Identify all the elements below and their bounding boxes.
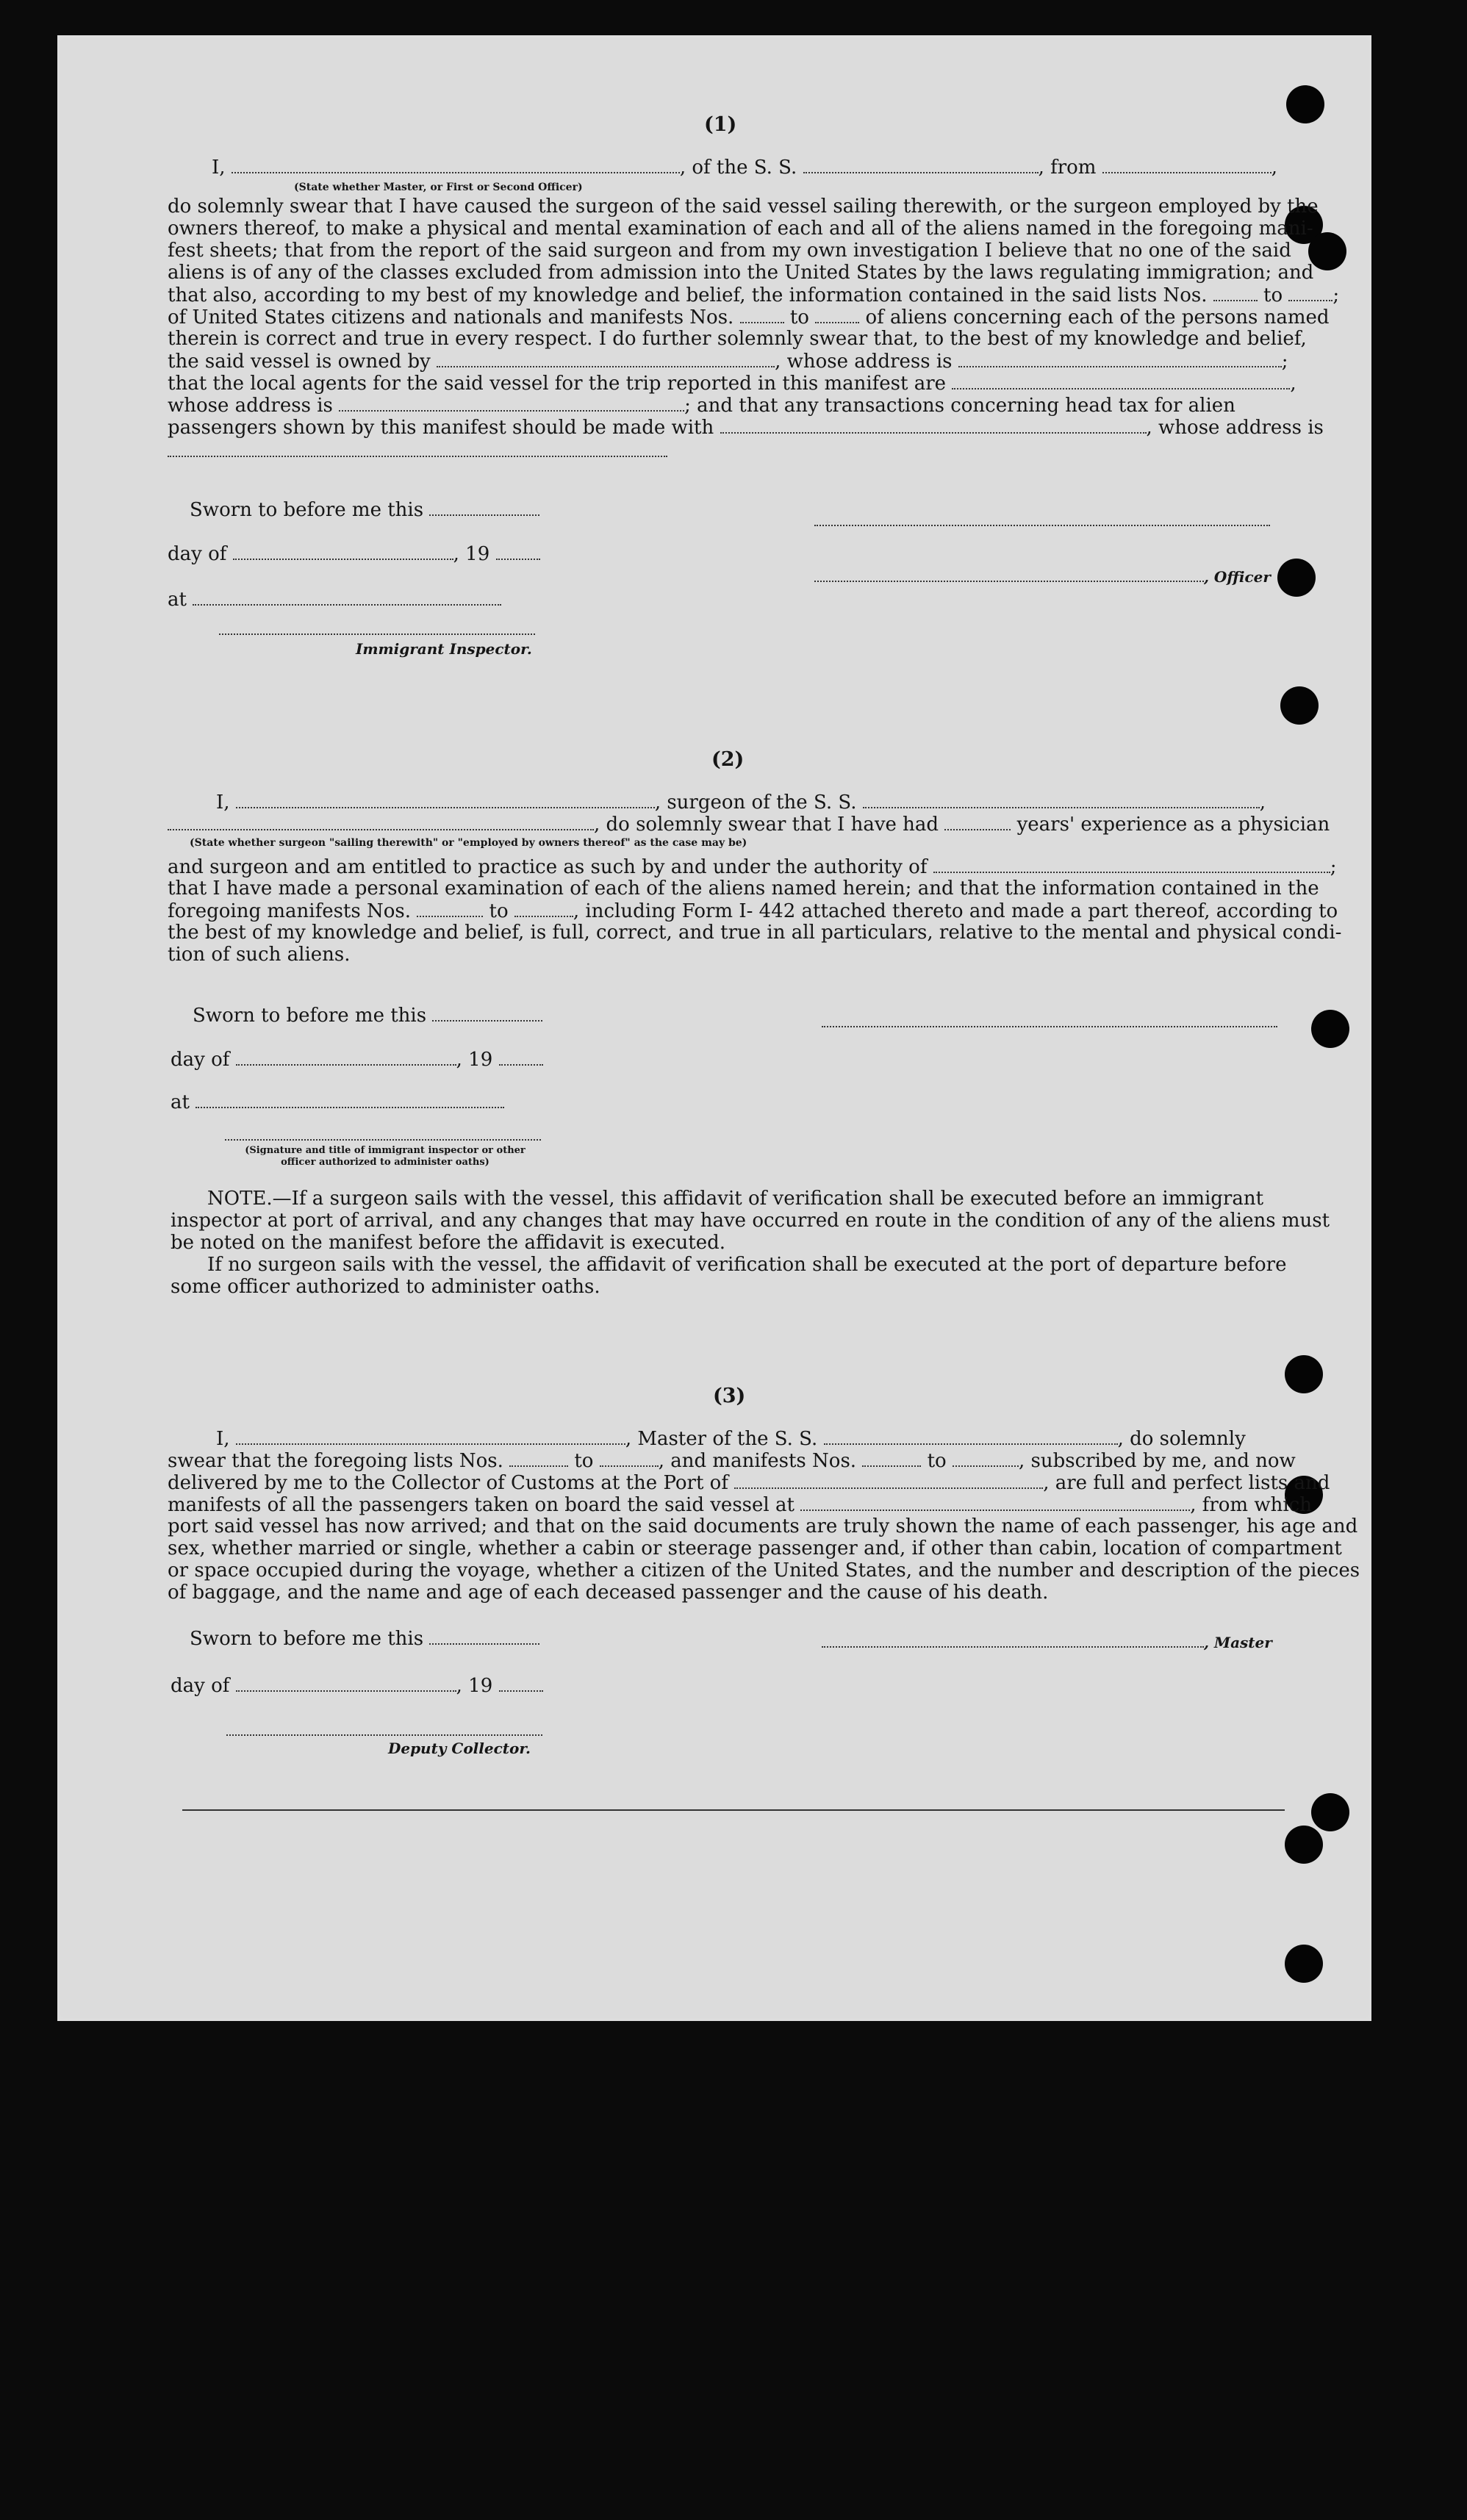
- punch-hole: [1311, 1010, 1349, 1048]
- place-field[interactable]: [196, 1091, 504, 1108]
- section-heading: (3): [713, 1385, 746, 1407]
- inspector-signature-line[interactable]: [219, 632, 535, 635]
- paragraph-line: sex, whether married or single, whether a cabin or steerage passenger and, if other than cabin, location of compartment: [168, 1537, 1342, 1559]
- paragraph-line: of baggage, and the name and age of each deceased passenger and the cause of his death.: [168, 1582, 1049, 1604]
- lists-from-field[interactable]: [509, 1449, 568, 1467]
- surgeon-vessel-field[interactable]: [863, 791, 1260, 808]
- oath-line: I, , of the S. S. , from ,: [212, 157, 1277, 179]
- inspector-caption: Immigrant Inspector.: [356, 640, 532, 658]
- paragraph-line: swear that the foregoing lists Nos. to , and manifests Nos. to , subscribed by me, and now: [168, 1450, 1296, 1472]
- paragraph-line: fest sheets; that from the report of the said surgeon and from my own investigation I believe that no one of the said: [168, 240, 1291, 262]
- paragraph-line: of United States citizens and nationals and manifests Nos. to of aliens concerning each of the persons named: [168, 306, 1330, 329]
- paragraph-line: owners thereof, to make a physical and mental examination of each and all of the aliens named in the foregoing mani-: [168, 218, 1313, 240]
- day-line: day of , 19: [171, 1674, 543, 1697]
- signature-caption: (Signature and title of immigrant inspector or other officer authorized to administer oaths): [245, 1145, 526, 1168]
- inspector-signature-line[interactable]: [225, 1138, 541, 1141]
- paragraph-line: port said vessel has now arrived; and that on the said documents are truly shown the name of each passenger, his age and: [168, 1515, 1358, 1537]
- manifest-to-field[interactable]: [953, 1449, 1019, 1467]
- manifest-from-field[interactable]: [862, 1449, 921, 1467]
- section-heading: (2): [711, 748, 745, 771]
- owner-address-field[interactable]: [958, 350, 1282, 367]
- sworn-day-field[interactable]: [432, 1004, 542, 1022]
- section-heading: (1): [704, 113, 737, 136]
- name-field[interactable]: [232, 156, 680, 173]
- field-hint: (State whether Master, or First or Second Officer): [294, 182, 583, 193]
- paragraph-line: that I have made a personal examination of each of the aliens named herein; and that the information contained in the: [168, 877, 1319, 900]
- paragraph-line: that also, according to my best of my knowledge and belief, the information contained in the said lists Nos. to ;: [168, 284, 1340, 306]
- punch-hole: [1285, 1945, 1323, 1983]
- officer-signature-line[interactable]: [814, 523, 1270, 526]
- surgeon-signature-line[interactable]: [822, 1024, 1277, 1027]
- day-line: day of , 19: [168, 542, 540, 565]
- master-vessel-field[interactable]: [824, 1427, 1118, 1445]
- paragraph-line: or space occupied during the voyage, whether a citizen of the United States, and the number and description of the pieces: [168, 1559, 1360, 1582]
- master-name-field[interactable]: [236, 1427, 625, 1445]
- sworn-day-field[interactable]: [429, 1627, 539, 1645]
- year-field[interactable]: [496, 542, 540, 560]
- paragraph-line: do solemnly swear that I have caused the surgeon of the said vessel sailing therewith, or the surgeon employed by the: [168, 195, 1319, 218]
- master-signature-field[interactable]: [822, 1630, 1204, 1648]
- authority-field[interactable]: [933, 855, 1330, 873]
- bottom-rule: [182, 1809, 1285, 1811]
- manifest-page: [57, 35, 1371, 2021]
- place-line: at: [171, 1091, 504, 1113]
- month-field[interactable]: [233, 542, 453, 560]
- headtax-field[interactable]: [720, 416, 1147, 434]
- paragraph-line: tion of such aliens.: [168, 944, 351, 966]
- paragraph-line: the said vessel is owned by , whose address is ;: [168, 351, 1288, 373]
- month-field[interactable]: [236, 1674, 456, 1692]
- place-line: at: [168, 588, 501, 611]
- lists-to-field[interactable]: [600, 1449, 659, 1467]
- oath-line: I, , Master of the S. S. , do solemnly: [216, 1428, 1246, 1450]
- manifest-to-field[interactable]: [815, 306, 859, 323]
- paragraph-line: delivered by me to the Collector of Customs at the Port of , are full and perfect lists and: [168, 1472, 1330, 1494]
- officer-title-field[interactable]: [814, 564, 1204, 582]
- paragraph-line: that the local agents for the said vessel for the trip reported in this manifest are ,: [168, 373, 1296, 395]
- paragraph-line: aliens is of any of the classes excluded from admission into the United States by the laws regulating immigration; and: [168, 262, 1314, 284]
- manifest-to-field[interactable]: [514, 900, 573, 917]
- paragraph-line: , do solemnly swear that I have had years' experience as a physician: [168, 813, 1330, 836]
- note-line: If no surgeon sails with the vessel, the affidavit of verification shall be executed at the port of departure before: [207, 1254, 1287, 1276]
- paragraph-line: whose address is ; and that any transactions concerning head tax for alien: [168, 395, 1235, 417]
- embark-port-field[interactable]: [800, 1493, 1190, 1511]
- punch-hole: [1285, 1355, 1323, 1393]
- agents-address-field[interactable]: [339, 394, 684, 412]
- vessel-field[interactable]: [803, 156, 1039, 173]
- sworn-day-field[interactable]: [429, 498, 539, 516]
- paragraph-line: the best of my knowledge and belief, is full, correct, and true in all particulars, relative to the mental and physical condi-: [168, 922, 1342, 944]
- note-line: be noted on the manifest before the affidavit is executed.: [171, 1232, 726, 1254]
- owner-field[interactable]: [437, 350, 775, 367]
- punch-hole: [1277, 559, 1316, 597]
- place-field[interactable]: [193, 588, 501, 606]
- address-continuation-line[interactable]: [168, 454, 667, 457]
- manifest-from-field[interactable]: [417, 900, 483, 917]
- sworn-line: Sworn to before me this: [190, 1627, 539, 1650]
- officer-line: , Officer: [814, 564, 1271, 588]
- day-line: day of , 19: [171, 1048, 543, 1071]
- list-to-field[interactable]: [1288, 284, 1333, 301]
- years-field[interactable]: [944, 813, 1011, 830]
- manifest-from-field[interactable]: [740, 306, 784, 323]
- note-line: NOTE.—If a surgeon sails with the vessel, this affidavit of verification shall be executed before an immigrant: [207, 1188, 1264, 1210]
- punch-hole: [1280, 686, 1319, 725]
- from-field[interactable]: [1102, 156, 1271, 173]
- deputy-signature-line[interactable]: [226, 1733, 542, 1736]
- punch-hole: [1308, 232, 1346, 270]
- paragraph-line: passengers shown by this manifest should be made with , whose address is: [168, 417, 1324, 439]
- field-hint: (State whether surgeon "sailing therewith" or "employed by owners thereof" as the case may be): [190, 837, 747, 849]
- note-line: inspector at port of arrival, and any changes that may have occurred en route in the condition of any of the aliens must: [171, 1210, 1330, 1232]
- note-line: some officer authorized to administer oaths.: [171, 1276, 600, 1298]
- month-field[interactable]: [236, 1048, 456, 1066]
- year-field[interactable]: [499, 1048, 543, 1066]
- paragraph-line: and surgeon and am entitled to practice as such by and under the authority of ;: [168, 856, 1337, 878]
- agents-field[interactable]: [952, 372, 1290, 390]
- year-field[interactable]: [499, 1674, 543, 1692]
- punch-hole: [1285, 1826, 1323, 1864]
- surgeon-name-field[interactable]: [236, 791, 655, 808]
- master-line: , Master: [822, 1630, 1272, 1654]
- oath-line: I, , surgeon of the S. S. ,: [216, 791, 1266, 814]
- sworn-line: Sworn to before me this: [190, 498, 539, 521]
- punch-hole: [1286, 85, 1324, 123]
- port-field[interactable]: [734, 1471, 1043, 1489]
- surgeon-status-field[interactable]: [168, 813, 594, 830]
- sworn-line: Sworn to before me this: [193, 1004, 542, 1027]
- punch-hole: [1311, 1793, 1349, 1831]
- list-from-field[interactable]: [1213, 284, 1258, 301]
- paragraph-line: foregoing manifests Nos. to , including Form I- 442 attached thereto and made a part thereof, according to: [168, 900, 1338, 922]
- deputy-caption: Deputy Collector.: [388, 1740, 531, 1757]
- paragraph-line: therein is correct and true in every respect. I do further solemnly swear that, to the best of my knowledge and belief,: [168, 328, 1307, 350]
- paragraph-line: manifests of all the passengers taken on board the said vessel at , from which: [168, 1494, 1312, 1516]
